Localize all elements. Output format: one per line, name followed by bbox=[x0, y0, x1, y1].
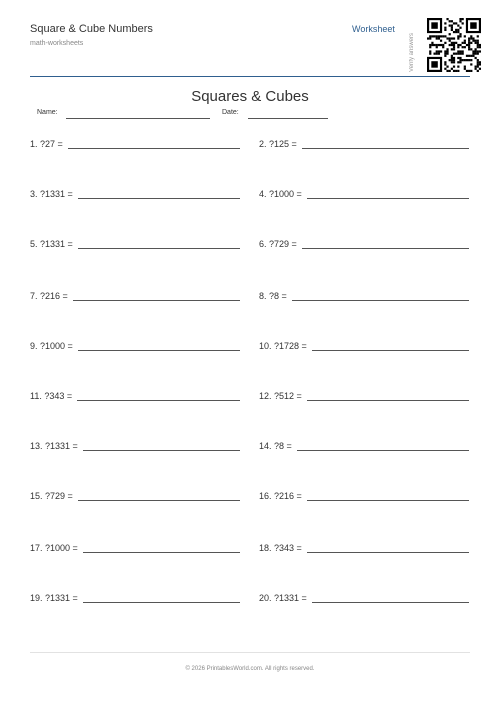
problem-text: 14. ?8 = bbox=[259, 441, 292, 451]
answer-line[interactable] bbox=[312, 593, 469, 603]
problem-text: 4. ?1000 = bbox=[259, 189, 302, 199]
answer-line[interactable] bbox=[307, 391, 469, 401]
problem-item bbox=[259, 187, 469, 199]
problem-item bbox=[259, 237, 469, 249]
answer-line[interactable] bbox=[68, 139, 240, 149]
problem-text: 20. ?1331 = bbox=[259, 593, 307, 603]
problem-text: 13. ?1331 = bbox=[30, 441, 78, 451]
problem-text: 9. ?1000 = bbox=[30, 341, 73, 351]
answer-line[interactable] bbox=[307, 543, 469, 553]
problem-text: 12. ?512 = bbox=[259, 391, 302, 401]
problem-item bbox=[259, 339, 469, 351]
header-subtitle: math-worksheets bbox=[30, 40, 84, 47]
problem-item bbox=[30, 237, 240, 249]
answer-line[interactable] bbox=[307, 189, 469, 199]
problem-item bbox=[30, 187, 240, 199]
problem-text: 17. ?1000 = bbox=[30, 543, 78, 553]
name-label: Name: bbox=[37, 109, 58, 116]
problem-item bbox=[259, 541, 469, 553]
problem-text: 6. ?729 = bbox=[259, 239, 297, 249]
problem-text: 11. ?343 = bbox=[30, 391, 73, 401]
problem-text: 16. ?216 = bbox=[259, 491, 302, 501]
answer-line[interactable] bbox=[78, 341, 240, 351]
problem-item bbox=[30, 137, 240, 149]
footer-copyright: © 2026 PrintablesWorld.com. All rights reserved. bbox=[185, 666, 315, 672]
problem-item bbox=[30, 489, 240, 501]
problem-item bbox=[30, 591, 240, 603]
problem-item bbox=[259, 389, 469, 401]
problem-text: 15. ?729 = bbox=[30, 491, 73, 501]
answer-line[interactable] bbox=[297, 441, 469, 451]
header-title: Square & Cube Numbers bbox=[30, 23, 153, 35]
answer-line[interactable] bbox=[78, 239, 240, 249]
problem-item bbox=[259, 489, 469, 501]
qr-code-icon bbox=[427, 18, 481, 72]
problem-text: 7. ?216 = bbox=[30, 291, 68, 301]
answer-line[interactable] bbox=[307, 491, 469, 501]
answer-line[interactable] bbox=[73, 291, 240, 301]
problem-item bbox=[259, 137, 469, 149]
problem-text: 3. ?1331 = bbox=[30, 189, 73, 199]
problem-item bbox=[30, 289, 240, 301]
problem-item bbox=[259, 289, 469, 301]
date-field[interactable] bbox=[248, 118, 328, 119]
problem-item bbox=[30, 389, 240, 401]
answer-line[interactable] bbox=[78, 189, 240, 199]
problem-text: 8. ?8 = bbox=[259, 291, 287, 301]
problem-item bbox=[259, 591, 469, 603]
answer-line[interactable] bbox=[312, 341, 469, 351]
answer-line[interactable] bbox=[77, 391, 240, 401]
problem-item bbox=[30, 439, 240, 451]
page-title: Squares & Cubes bbox=[191, 88, 309, 105]
verify-answers-label: Verify answers bbox=[409, 32, 415, 72]
worksheet-badge: Worksheet bbox=[352, 24, 395, 34]
problem-item bbox=[30, 339, 240, 351]
answer-line[interactable] bbox=[83, 543, 240, 553]
answer-line[interactable] bbox=[302, 139, 469, 149]
problem-item bbox=[259, 439, 469, 451]
answer-line[interactable] bbox=[292, 291, 469, 301]
footer-divider bbox=[30, 652, 470, 653]
problem-text: 18. ?343 = bbox=[259, 543, 302, 553]
problem-text: 1. ?27 = bbox=[30, 139, 63, 149]
problem-text: 10. ?1728 = bbox=[259, 341, 307, 351]
answer-line[interactable] bbox=[83, 441, 240, 451]
header-divider bbox=[30, 76, 470, 77]
answer-line[interactable] bbox=[78, 491, 240, 501]
answer-line[interactable] bbox=[83, 593, 240, 603]
problem-item bbox=[30, 541, 240, 553]
problem-text: 5. ?1331 = bbox=[30, 239, 73, 249]
answer-line[interactable] bbox=[302, 239, 469, 249]
problem-text: 2. ?125 = bbox=[259, 139, 297, 149]
problem-text: 19. ?1331 = bbox=[30, 593, 78, 603]
name-field[interactable] bbox=[66, 118, 210, 119]
date-label: Date: bbox=[222, 109, 239, 116]
